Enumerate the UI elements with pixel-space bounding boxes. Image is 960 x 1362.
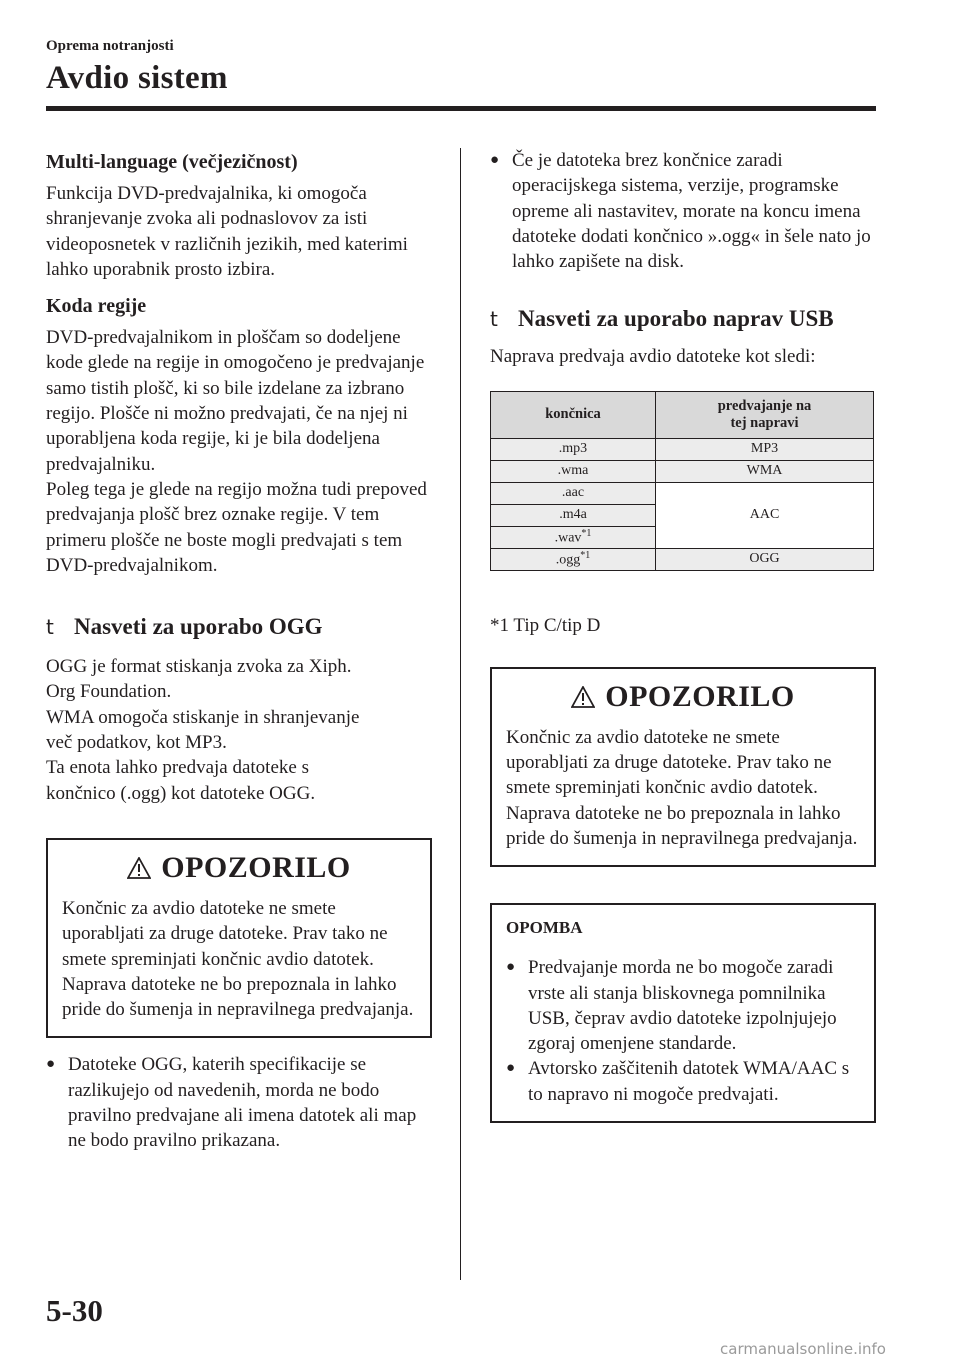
table-header-playback-line1: predvajanje na bbox=[717, 397, 812, 414]
page-title: Avdio sistem bbox=[46, 60, 228, 96]
ogg-line: Org Foundation. bbox=[46, 681, 172, 703]
usb-intro: Naprava predvaja avdio datoteke kot sledi: bbox=[490, 346, 816, 368]
usb-format-table bbox=[490, 391, 874, 571]
usb-tips-heading bbox=[490, 304, 876, 334]
warning-heading bbox=[492, 669, 874, 725]
ogg-line: končnico (.ogg) kot datoteke OGG. bbox=[46, 782, 316, 804]
ogg-bullet bbox=[46, 1052, 432, 1153]
ogg-line: več podatkov, kot MP3. bbox=[46, 732, 227, 754]
warning-triangle-icon bbox=[127, 857, 151, 879]
page-number: 5-30 bbox=[46, 1293, 103, 1328]
table-cell: MP3 bbox=[656, 438, 874, 460]
ogg-bullet-text: Datoteke OGG, katerih specifikacije se razlikujejo od navedenih, morda ne bodo pravilno predvajane ali imena datotek ali map ne bodo pravilno prikazana. bbox=[68, 1054, 417, 1152]
right-column bbox=[490, 148, 876, 1123]
table-cell-aac: AAC bbox=[656, 482, 874, 548]
left-column bbox=[46, 148, 432, 1154]
section-marker-icon: t bbox=[46, 615, 54, 640]
section-header: Oprema notranjosti bbox=[46, 38, 174, 54]
note-bullet-text: Avtorsko zaščitenih datotek WMA/AAC s to napravo ni mogoče predvajati. bbox=[528, 1058, 850, 1105]
bullet-icon: ● bbox=[506, 1060, 516, 1077]
note-bullet bbox=[506, 1056, 860, 1107]
table-cell bbox=[491, 548, 656, 570]
watermark: carmanualsonline.info bbox=[720, 1340, 886, 1358]
table-cell: .aac bbox=[491, 482, 656, 504]
multi-language-heading: Multi-language (večjezičnost) bbox=[46, 151, 298, 173]
footnote-ref: *1 bbox=[581, 527, 592, 539]
ogg-line: WMA omogoča stiskanje in shranjevanje bbox=[46, 706, 360, 728]
table-row bbox=[491, 460, 874, 482]
ogg-extension: .ogg bbox=[555, 552, 581, 568]
warning-triangle-icon bbox=[571, 686, 595, 708]
header-rule bbox=[46, 106, 876, 111]
warning-text: Končnic za avdio datoteke ne smete uporabljati za druge datoteke. Prav tako ne smete spreminjati končnic avdio datotek. Naprava datoteke ne bo prepoznala in lahko pride do šumenja in nepravilnega predvajanja. bbox=[62, 897, 414, 1021]
note-bullet-text: Predvajanje morda ne bo mogoče zaradi vrste ali stanja bliskovnega pomnilnika USB, čeprav avdio datoteke izpolnjujejo zgoraj omenjene standarde. bbox=[528, 957, 837, 1055]
bullet-icon: ● bbox=[506, 959, 516, 976]
warning-title: OPOZORILO bbox=[605, 679, 795, 713]
region-code-heading: Koda regije bbox=[46, 295, 147, 318]
table-cell bbox=[491, 526, 656, 548]
table-cell: .mp3 bbox=[491, 438, 656, 460]
table-cell: .m4a bbox=[491, 504, 656, 526]
multi-language-text: Funkcija DVD-predvajalnika, ki omogoča shranjevanje zvoka ali podnaslovov za isti videoposnetek v različnih jezikih, med katerimi lahko uporabnik prosto izbira. bbox=[46, 183, 408, 280]
table-cell: WMA bbox=[656, 460, 874, 482]
table-row bbox=[491, 548, 874, 570]
table-row bbox=[491, 482, 874, 504]
warning-box bbox=[46, 838, 432, 1038]
warning-heading bbox=[48, 840, 430, 896]
table-header-playback bbox=[656, 391, 874, 438]
warning-text: Končnic za avdio datoteke ne smete uporabljati za druge datoteke. Prav tako ne smete spreminjati končnic avdio datotek. Naprava datoteke ne bo prepoznala in lahko pride do šumenja in nepravilnega predvajanja. bbox=[506, 726, 858, 849]
extension-bullet bbox=[490, 148, 876, 274]
ogg-line: OGG je format stiskanja zvoka za Xiph. bbox=[46, 656, 352, 678]
bullet-icon: ● bbox=[46, 1056, 56, 1073]
note-body bbox=[492, 951, 874, 1107]
note-title: OPOMBA bbox=[506, 918, 583, 938]
wav-extension: .wav bbox=[554, 530, 582, 546]
ogg-paragraph bbox=[46, 654, 432, 806]
footnote-ref: *1 bbox=[580, 549, 591, 561]
table-header-extension: končnica bbox=[491, 391, 656, 438]
footnote: *1 Tip C/tip D bbox=[490, 614, 601, 636]
region-code-text-1: DVD-predvajalnikom in ploščam so dodeljene kode glede na regije in omogočeno je predvajanje samo tistih plošč, ki so bile izdelane za izbrano regijo. Plošče ni možno predvajati, če na njej ni uporabljena koda regije, ki je bila dodeljena predvajalniku. bbox=[46, 327, 425, 475]
table-row bbox=[491, 438, 874, 460]
table-header-playback-line2: tej napravi bbox=[730, 414, 799, 431]
table-cell: OGG bbox=[656, 548, 874, 570]
warning-title: OPOZORILO bbox=[161, 850, 351, 884]
usb-tips-title: Nasveti za uporabo naprav USB bbox=[518, 306, 834, 332]
ogg-line: Ta enota lahko predvaja datoteke s bbox=[46, 757, 309, 779]
note-bullet bbox=[506, 955, 860, 1056]
ogg-tips-title: Nasveti za uporabo OGG bbox=[74, 614, 323, 640]
section-marker-icon: t bbox=[490, 307, 498, 332]
note-box bbox=[490, 903, 876, 1123]
extension-bullet-text: Če je datoteka brez končnice zaradi operacijskega sistema, verzije, programske opreme ali nastavitev, morate na koncu imena datoteke dodati končnico ».ogg« in šele nato jo lahko zapišete na disk. bbox=[512, 150, 871, 273]
warning-box bbox=[490, 667, 876, 867]
region-code-text-2: Poleg tega je glede na regijo možna tudi prepoved predvajanja plošč brez oznake regije. V tem primeru plošče ne boste mogli predvajati s tem DVD-predvajalnikom. bbox=[46, 478, 427, 576]
bullet-icon: ● bbox=[490, 152, 500, 168]
table-header-row bbox=[491, 391, 874, 438]
ogg-tips-heading bbox=[46, 612, 432, 642]
column-divider bbox=[460, 148, 461, 1280]
table-cell: .wma bbox=[491, 460, 656, 482]
